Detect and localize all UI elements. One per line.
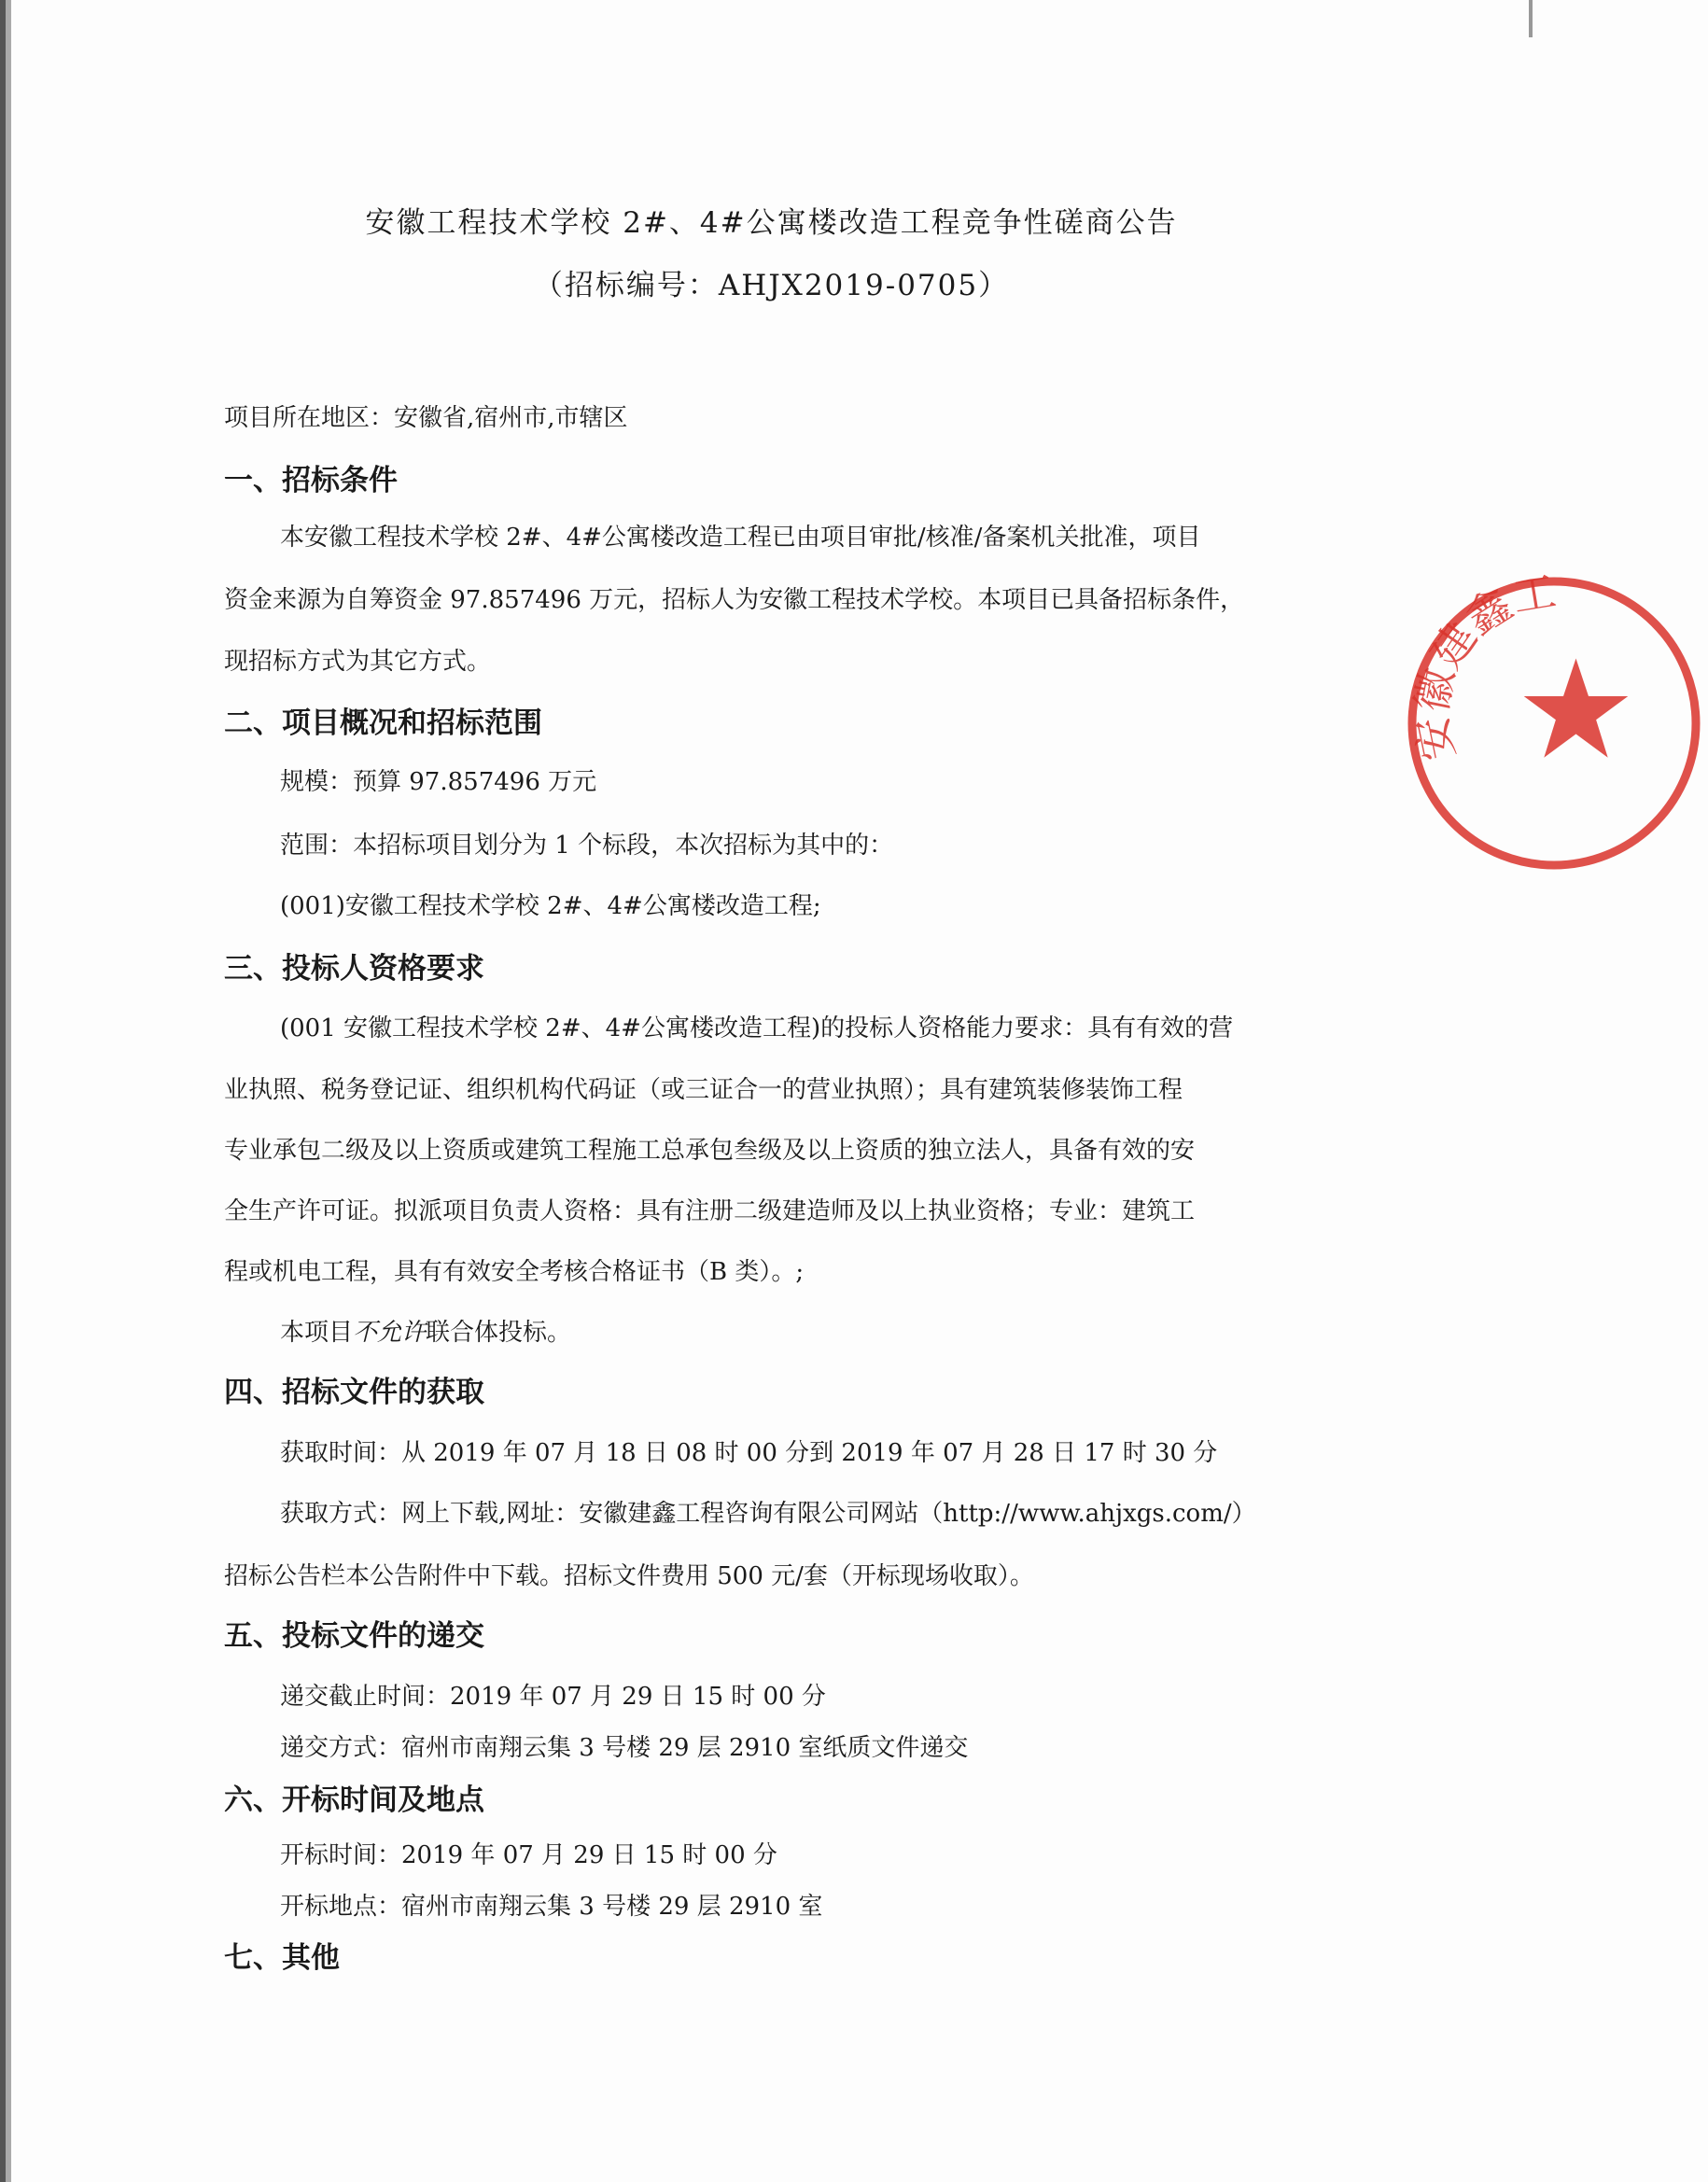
section-1-line: 资金来源为自筹资金 97.857496 万元，招标人为安徽工程技术学校。本项目已具备招标条件， bbox=[224, 586, 1245, 614]
section-6-line: 开标时间：2019 年 07 月 29 日 15 时 00 分 bbox=[280, 1841, 777, 1869]
section-7-heading: 七、其他 bbox=[224, 1941, 340, 1975]
section-1-line: 现招标方式为其它方式。 bbox=[224, 648, 492, 676]
section-4-line: 获取时间：从 2019 年 07 月 18 日 08 时 00 分到 2019 年 07 月 28 日 17 时 30 分 bbox=[280, 1439, 1218, 1467]
section-6-line: 开标地点：宿州市南翔云集 3 号楼 29 层 2910 室 bbox=[280, 1893, 823, 1921]
section-4-line: 招标公告栏本公告附件中下载。招标文件费用 500 元/套（开标现场收取）。 bbox=[224, 1562, 1034, 1590]
section-4-heading: 四、招标文件的获取 bbox=[224, 1376, 484, 1409]
section-6-heading: 六、开标时间及地点 bbox=[224, 1783, 484, 1817]
section-2-heading: 二、项目概况和招标范围 bbox=[224, 706, 542, 740]
consortium-suffix: 联合体投标。 bbox=[426, 1319, 572, 1347]
section-5-line: 递交方式：宿州市南翔云集 3 号楼 29 层 2910 室纸质文件递交 bbox=[280, 1734, 969, 1762]
consortium-not-allowed: 不允许 bbox=[353, 1319, 427, 1347]
section-3-line: (001 安徽工程技术学校 2#、4#公寓楼改造工程)的投标人资格能力要求：具有有效的营 bbox=[280, 1014, 1234, 1042]
section-1-heading: 一、招标条件 bbox=[224, 464, 398, 497]
section-1-line: 本安徽工程技术学校 2#、4#公寓楼改造工程已由项目审批/核准/备案机关批准，项目 bbox=[280, 524, 1201, 552]
svg-text:安徽建鑫工 bbox=[1406, 569, 1560, 764]
section-2-line: (001)安徽工程技术学校 2#、4#公寓楼改造工程; bbox=[280, 892, 821, 920]
document-title: 安徽工程技术学校 2#、4#公寓楼改造工程竞争性磋商公告 bbox=[365, 206, 1178, 240]
section-4-line: 获取方式：网上下载,网址：安徽建鑫工程咨询有限公司网站（http://www.ahjxgs.com/） bbox=[280, 1500, 1256, 1528]
section-3-line: 全生产许可证。拟派项目负责人资格：具有注册二级建造师及以上执业资格；专业：建筑工 bbox=[224, 1197, 1196, 1225]
consortium-note bbox=[280, 1321, 571, 1345]
section-5-heading: 五、投标文件的递交 bbox=[224, 1619, 484, 1653]
seal-text: 安徽建鑫工 bbox=[1406, 569, 1560, 765]
consortium-prefix: 本项目 bbox=[280, 1319, 354, 1347]
section-3-line: 程或机电工程，具有有效安全考核合格证书（B 类）。; bbox=[224, 1258, 805, 1286]
section-3-heading: 三、投标人资格要求 bbox=[224, 952, 484, 986]
section-3-line: 业执照、税务登记证、组织机构代码证（或三证合一的营业执照）；具有建筑装修装饰工程 bbox=[224, 1076, 1183, 1104]
company-seal-stamp bbox=[1400, 569, 1708, 877]
section-2-line: 范围：本招标项目划分为 1 个标段，本次招标为其中的： bbox=[280, 832, 894, 860]
project-region: 项目所在地区：安徽省,宿州市,市辖区 bbox=[224, 404, 628, 432]
tender-code: （招标编号：AHJX2019-0705） bbox=[533, 269, 1010, 302]
section-5-line: 递交截止时间：2019 年 07 月 29 日 15 时 00 分 bbox=[280, 1683, 826, 1711]
section-2-line: 规模：预算 97.857496 万元 bbox=[280, 768, 597, 796]
section-3-line: 专业承包二级及以上资质或建筑工程施工总承包叁级及以上资质的独立法人，具备有效的安 bbox=[224, 1137, 1196, 1165]
